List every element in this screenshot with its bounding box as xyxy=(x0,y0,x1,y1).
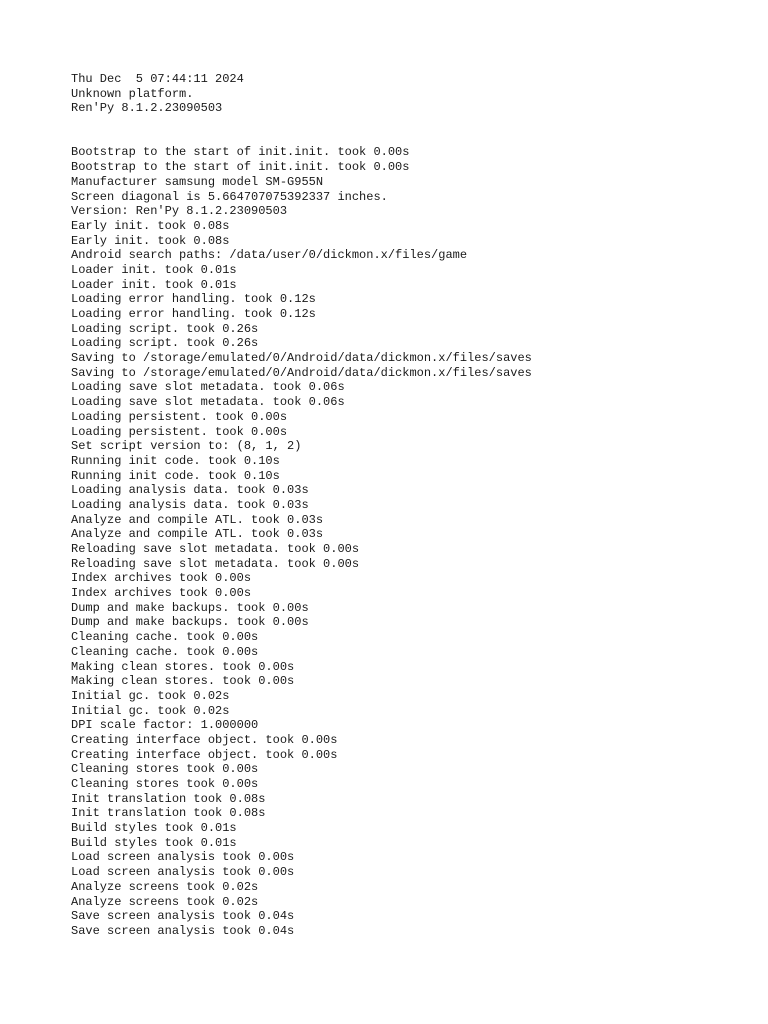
log-line: Running init code. took 0.10s xyxy=(71,453,280,468)
log-line xyxy=(71,131,532,146)
log-line: Analyze screens took 0.02s xyxy=(71,894,259,909)
log-line: Cleaning stores took 0.00s xyxy=(71,777,259,791)
log-line: Loading error handling. took 0.12s xyxy=(71,307,316,321)
log-line: Loading error handling. took 0.12s xyxy=(71,292,316,307)
log-line: Screen diagonal is 5.664707075392337 inches. xyxy=(71,189,388,204)
log-line: Analyze and compile ATL. took 0.03s xyxy=(71,512,324,527)
log-line: Initial gc. took 0.02s xyxy=(71,688,230,703)
log-line: Loading analysis data. took 0.03s xyxy=(71,497,309,512)
log-line: Cleaning cache. took 0.00s xyxy=(71,644,259,659)
log-line: Ren'Py 8.1.2.23090503 xyxy=(71,101,223,116)
log-line: Thu Dec 5 07:44:11 2024 xyxy=(71,72,244,86)
log-line: Bootstrap to the start of init.init. took 0.00s xyxy=(71,145,410,160)
log-line: Version: Ren'Py 8.1.2.23090503 xyxy=(71,204,288,219)
log-line: Loading save slot metadata. took 0.06s xyxy=(71,380,345,395)
log-line: Bootstrap to the start of init.init. took 0.00s xyxy=(71,160,410,175)
log-line: Build styles took 0.01s xyxy=(71,821,237,836)
log-line: Load screen analysis took 0.00s xyxy=(71,865,295,880)
log-line: Save screen analysis took 0.04s xyxy=(71,909,295,924)
log-line: Making clean stores. took 0.00s xyxy=(71,674,295,689)
log-line: Loading analysis data. took 0.03s xyxy=(71,483,309,498)
log-line: Build styles took 0.01s xyxy=(71,835,237,850)
log-line: Dump and make backups. took 0.00s xyxy=(71,600,309,615)
log-line: Running init code. took 0.10s xyxy=(71,468,280,483)
log-line: Cleaning stores took 0.00s xyxy=(71,762,259,777)
log-line: Index archives took 0.00s xyxy=(71,586,252,601)
log-line: Manufacturer samsung model SM-G955N xyxy=(71,174,324,189)
log-line: Loader init. took 0.01s xyxy=(71,277,237,292)
log-line: Making clean stores. took 0.00s xyxy=(71,659,295,674)
log-line: Creating interface object. took 0.00s xyxy=(71,732,338,747)
log-line: Early init. took 0.08s xyxy=(71,233,230,248)
log-line: Loading persistent. took 0.00s xyxy=(71,424,288,439)
log-line: Unknown platform. xyxy=(71,86,194,101)
log-line: Load screen analysis took 0.00s xyxy=(71,850,295,865)
log-line: Index archives took 0.00s xyxy=(71,571,252,586)
log-line xyxy=(71,116,532,131)
log-line: Creating interface object. took 0.00s xyxy=(71,747,338,762)
log-line: Reloading save slot metadata. took 0.00s xyxy=(71,542,360,556)
log-line: Loading persistent. took 0.00s xyxy=(71,409,288,424)
log-line: Cleaning cache. took 0.00s xyxy=(71,630,259,645)
log-line: Save screen analysis took 0.04s xyxy=(71,923,295,938)
log-line: Init translation took 0.08s xyxy=(71,806,266,821)
log-line: Loading script. took 0.26s xyxy=(71,321,259,336)
log-line: Saving to /storage/emulated/0/Android/data/dickmon.x/files/saves xyxy=(71,365,532,380)
log-line: Dump and make backups. took 0.00s xyxy=(71,615,309,630)
log-line: Init translation took 0.08s xyxy=(71,791,266,806)
log-line: Early init. took 0.08s xyxy=(71,218,230,233)
log-text-block xyxy=(71,72,532,939)
log-line: Reloading save slot metadata. took 0.00s xyxy=(71,556,360,571)
log-line: DPI scale factor: 1.000000 xyxy=(71,718,259,733)
log-line: Loading save slot metadata. took 0.06s xyxy=(71,395,345,410)
log-line: Loader init. took 0.01s xyxy=(71,262,237,277)
log-line: Initial gc. took 0.02s xyxy=(71,703,230,718)
log-line: Saving to /storage/emulated/0/Android/data/dickmon.x/files/saves xyxy=(71,351,532,366)
log-line: Loading script. took 0.26s xyxy=(71,336,259,351)
log-line: Analyze and compile ATL. took 0.03s xyxy=(71,527,324,542)
log-line: Set script version to: (8, 1, 2) xyxy=(71,439,302,454)
log-line: Analyze screens took 0.02s xyxy=(71,879,259,894)
log-line: Android search paths: /data/user/0/dickmon.x/files/game xyxy=(71,248,468,263)
